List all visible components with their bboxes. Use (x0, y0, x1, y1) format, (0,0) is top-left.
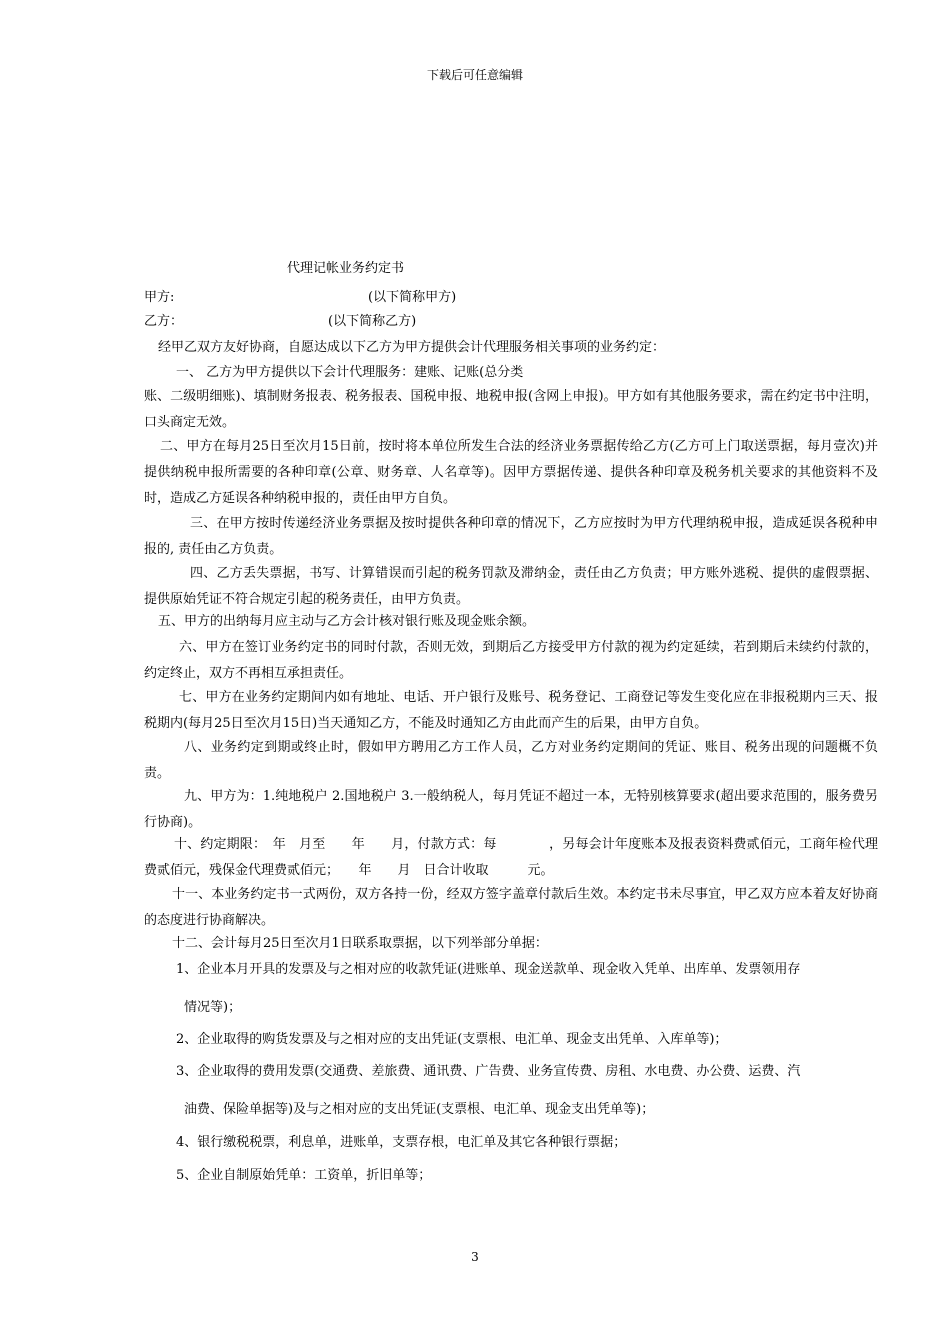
party-a-label: 甲方: (144, 290, 175, 305)
clause-7: 七、甲方在业务约定期间内如有地址、电话、开户银行及账号、税务登记、工商登记等发生变化应在非报税期内三天、报税期内(每月25日至次月15日)当天通知乙方，不能及时通知乙方由此而产生的后果，由甲方自负。 (144, 690, 878, 731)
clause-5: 五、甲方的出纳每月应主动与乙方会计核对银行账及现金账余额。 (158, 614, 536, 629)
party-b-line (144, 309, 878, 335)
clause-4: 四、乙方丢失票据，书写、计算错误而引起的税务罚款及滞纳金，责任由乙方负责；甲方账外逃税、提供的虚假票据、提供原始凭证不符合规定引起的税务责任，由甲方负责。 (144, 566, 878, 607)
party-a-line (144, 285, 878, 311)
list-item-1-line-2: 情况等)； (184, 1000, 242, 1015)
clause-6: 六、甲方在签订业务约定书的同时付款，否则无效，到期后乙方接受甲方付款的视为约定延续，若到期后未续约付款的，约定终止，双方不再相互承担责任。 (144, 640, 878, 681)
list-item-4: 4、银行缴税税票，利息单，进账单，支票存根，电汇单及其它各种银行票据； (176, 1135, 627, 1150)
party-a-note: (以下简称甲方) (368, 290, 457, 305)
clause-11: 十一、本业务约定书一式两份，双方各持一份，经双方签字盖章付款后生效。本约定书未尽事宜，甲乙双方应本着友好协商的态度进行协商解决。 (144, 887, 878, 928)
party-b-label: 乙方： (144, 314, 184, 329)
clause-1-first-line: 一、 乙方为甲方提供以下会计代理服务：建账、记账(总分类 (176, 365, 524, 380)
intro-paragraph: 经甲乙双方友好协商，自愿达成以下乙方为甲方提供会计代理服务相关事项的业务约定： (158, 340, 666, 355)
list-item-5: 5、企业自制原始凭单：工资单，折旧单等； (176, 1168, 432, 1183)
list-item-3-line-1: 3、企业取得的费用发票(交通费、差旅费、通讯费、广告费、业务宣传费、房租、水电费、办公费、运费、汽 (176, 1064, 801, 1079)
clause-2: 二、甲方在每月25日至次月15日前，按时将本单位所发生合法的经济业务票据传给乙方(乙方可上门取送票据，每月壹次)并提供纳税申报所需要的各种印章(公章、财务章、人名章等)。因甲方票据传递、提供各种印章及税务机关要求的其他资料不及时，造成乙方延误各种纳税申报的，责任由甲方自负。 (144, 439, 878, 506)
list-item-3-line-2: 油费、保险单据等)及与之相对应的支出凭证(支票根、电汇单、现金支出凭单等)； (184, 1102, 655, 1117)
list-item-1-line-1: 1、企业本月开具的发票及与之相对应的收款凭证(进账单、现金送款单、现金收入凭单、出库单、发票领用存 (176, 962, 801, 977)
clause-8: 八、业务约定到期或终止时，假如甲方聘用乙方工作人员，乙方对业务约定期间的凭证、账目、税务出现的问题概不负责。 (144, 740, 878, 781)
document-title: 代理记帐业务约定书 (287, 261, 405, 276)
page-number: 3 (471, 1250, 479, 1264)
list-item-2: 2、企业取得的购货发票及与之相对应的支出凭证(支票根、电汇单、现金支出凭单、入库单等)； (176, 1032, 728, 1047)
clause-9: 九、甲方为：1.纯地税户 2.国地税户 3.一般纳税人，每月凭证不超过一本，无特别核算要求(超出要求范围的，服务费另行协商)。 (144, 789, 878, 830)
clause-12: 十二、会计每月25日至次月1日联系取票据，以下列举部分单据： (172, 936, 548, 951)
page-header: 下载后可任意编辑 (426, 68, 523, 82)
clause-1-body: 账、二级明细账)、填制财务报表、税务报表、国税申报、地税申报(含网上申报)。甲方如有其他服务要求，需在约定书中注明，口头商定无效。 (144, 389, 878, 430)
clause-3: 三、在甲方按时传递经济业务票据及按时提供各种印章的情况下，乙方应按时为甲方代理纳税申报，造成延误各税种申报的, 责任由乙方负责。 (144, 516, 878, 557)
party-b-note: (以下简称乙方) (328, 314, 417, 329)
clause-10: 十、约定期限： 年 月至 年 月，付款方式：每 ，另每会计年度账本及报表资料费贰佰元，工商年检代理费贰佰元，残保金代理费贰佰元； 年 月 日合计收取 元。 (144, 837, 878, 878)
